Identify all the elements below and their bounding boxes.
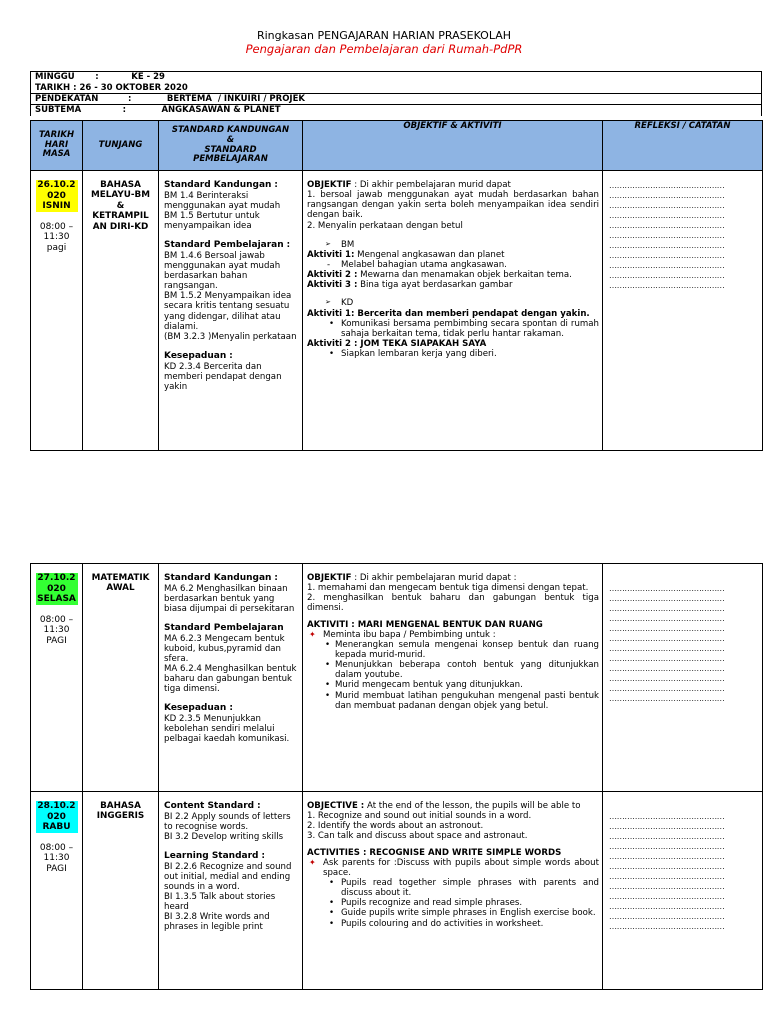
reflection-line: ……………………………………… — [609, 684, 725, 693]
reflection-cell — [603, 564, 763, 792]
reflection-line: ……………………………………… — [609, 614, 725, 623]
reflection-line: ……………………………………… — [609, 892, 725, 901]
activity-bullet: • Pupils read together simple phrases with parents and discuss about it. — [307, 878, 599, 898]
reflection-line: ……………………………………… — [609, 584, 725, 593]
reflection-line: ……………………………………… — [609, 664, 725, 673]
integration-text: KD 2.3.4 Bercerita dan memberi pendapat dengan yakin — [164, 361, 282, 392]
reflection-line: ……………………………………… — [609, 902, 725, 911]
reflection-line: ……………………………………… — [609, 211, 725, 220]
objective-cell — [303, 792, 603, 990]
reflection-line: ……………………………………… — [609, 812, 725, 821]
reflection-line: ……………………………………… — [609, 674, 725, 683]
subject-cell: BAHASA MELAYU-BM & KETRAMPIL AN DIRI-KD — [83, 171, 159, 451]
standard-cell: Standard Kandungan : MA 6.2 Menghasilkan binaan berdasarkan bentuk yang biasa dijumpai di persekitaran Standard Pembelajaran MA 6.2.3 Mengecam bentuk kuboid, kubus,pyramid dan sfera. MA 6.2.4 Menghasilkan bentuk baharu dan gabungan bentuk tiga dimensi. Kesepaduan : KD 2.3.5 Menunjukkan kebolehan sendiri melalui pelbagai kaedah komunikasi. — [159, 564, 303, 792]
approach-label: PENDEKATAN : BERTEMA / INKUIRI / PROJEK — [35, 94, 305, 104]
integration-heading: Kesepaduan — [164, 351, 227, 362]
col-header-date: TARIKH HARI MASA — [31, 121, 83, 171]
activity-subitem: • Siapkan lembaran kerja yang diberi. — [307, 349, 599, 359]
learning-standard-text: BI 2.2.6 Recognize and sound out initial, medial and ending sounds in a word. BI 1.3.5 Talk about stories heard BI 3.2.8 Write words and phrases in legible print — [164, 861, 292, 933]
date-cell — [31, 792, 83, 990]
activity-subitem: - Melabel bahagian utama angkasawan. — [307, 260, 599, 270]
reflection-line: ……………………………………… — [609, 241, 725, 250]
date-label: 27.10.2020 SELASA — [37, 573, 76, 605]
reflection-line: ……………………………………… — [609, 852, 725, 861]
time-label: 08:00 – 11:30 PAGI — [39, 842, 74, 875]
reflection-line: ……………………………………… — [609, 694, 725, 703]
col-header-tunjang: TUNJANG — [83, 121, 159, 171]
learning-standard-text: BM 1.4.6 Bersoal jawab menggunakan ayat mudah berdasarkan bahan rangsangan. BM 1.5.2 Menyampaikan idea secara kritis tentang sesuatu yang didengar, dilihat atau dialami. (BM 3.2.3 )Menyalin perkataan — [164, 250, 297, 342]
date-label: 28.10.2020 RABU — [37, 801, 76, 833]
table-row — [31, 171, 763, 451]
reflection-line: ……………………………………… — [609, 654, 725, 663]
activity-bullet: • Pupils colouring and do activities in worksheet. — [307, 919, 599, 929]
objective-item: 1. memahami dan mengecam bentuk tiga dimensi dengan tepat. — [307, 583, 589, 594]
reflection-line: ……………………………………… — [609, 201, 725, 210]
table-row — [31, 792, 763, 990]
reflection-line: ……………………………………… — [609, 922, 725, 931]
approach-row — [31, 94, 761, 105]
time-label: 08:00 – 11:30 PAGI — [39, 614, 74, 647]
reflection-line: ……………………………………… — [609, 822, 725, 831]
activity-item: Aktiviti 2 : JOM TEKA SIAPAKAH SAYA — [307, 338, 487, 349]
objective-item: 2. Menyalin perkataan dengan betul — [307, 220, 463, 231]
date-cell — [31, 171, 83, 451]
standard-cell: Content Standard : BI 2.2 Apply sounds of letters to recognise words. BI 3.2 Develop writing skills Learning Standard : BI 2.2.6 Recognize and sound out initial, medial and ending sounds in a word. BI 1.3.5 Talk about stories heard BI 3.2.8 Write words and phrases in legible print — [159, 792, 303, 990]
lesson-table-day1 — [30, 120, 763, 451]
standard-cell: Standard Kandungan : BM 1.4 Berinteraksi menggunakan ayat mudah BM 1.5 Bertutur untuk menyampaikan idea Standard Pembelajaran : BM 1.4.6 Bersoal jawab menggunakan ayat mudah berdasarkan bahan rangsangan. BM 1.5.2 Menyampaikan idea secara kritis tentang sesuatu yang didengar, dilihat atau dialami. (BM 3.2.3 )Menyalin perkataan Kesepaduan : KD 2.3.4 Bercerita dan memberi pendapat dengan yakin — [159, 171, 303, 451]
reflection-line: ……………………………………… — [609, 842, 725, 851]
time-label: 08:00 – 11:30 pagi — [39, 221, 74, 254]
objective-item: 3. Can talk and discuss about space and astronaut. — [307, 831, 528, 842]
activity-subitem: • Komunikasi bersama pembimbing secara spontan di rumah sahaja berkaitan tema, tidak perlu hantar rakaman. — [307, 319, 599, 339]
reflection-line: ……………………………………… — [609, 644, 725, 653]
reflection-line: ……………………………………… — [609, 271, 725, 280]
content-standard-heading: Standard Kandungan — [164, 573, 272, 583]
activity-item: Aktiviti 2 : Mewarna dan menamakan objek berkaitan tema. — [307, 270, 572, 281]
reflection-line: ……………………………………… — [609, 872, 725, 881]
subtopic-kd: ➢ KD — [307, 298, 599, 308]
objective-heading: OBJEKTIF — [307, 573, 352, 583]
content-standard-text: BM 1.4 Berinteraksi menggunakan ayat mudah BM 1.5 Bertutur untuk menyampaikan idea — [164, 190, 281, 232]
reflection-line: ……………………………………… — [609, 882, 725, 891]
activity-item: Aktiviti 3 : Bina tiga ayat berdasarkan gambar — [307, 280, 513, 291]
content-standard-heading: Standard Kandungan — [164, 180, 272, 190]
subtopic-bm: ➢ BM — [307, 240, 599, 250]
objective-heading: OBJECTIVE : — [307, 801, 365, 811]
reflection-line: ……………………………………… — [609, 624, 725, 633]
content-standard-text: MA 6.2 Menghasilkan binaan berdasarkan bentuk yang biasa dijumpai di persekitaran — [164, 583, 295, 614]
activity-bullet: • Pupils recognize and read simple phrases. — [307, 898, 599, 908]
activity-heading: AKTIVITI : MARI MENGENAL BENTUK DAN RUANG — [307, 619, 543, 630]
col-header-reflection: REFLEKSI / CATATAN — [603, 121, 763, 171]
reflection-line: ……………………………………… — [609, 251, 725, 260]
reflection-line: ……………………………………… — [609, 604, 725, 613]
objective-item: 1. bersoal jawab menggunakan ayat mudah berdasarkan bahan rangsangan dengan yakin serta boleh menyampaikan idea sendiri dengan baik. — [307, 190, 599, 221]
reflection-line: ……………………………………… — [609, 191, 725, 200]
objective-cell — [303, 171, 603, 451]
reflection-cell — [603, 171, 763, 451]
reflection-line: ……………………………………… — [609, 594, 725, 603]
learning-standard-heading: Learning Standard — [164, 851, 259, 862]
reflection-line: ……………………………………… — [609, 281, 725, 290]
integration-heading: Kesepaduan : — [164, 703, 233, 714]
reflection-line: ……………………………………… — [609, 261, 725, 270]
objective-intro: : Di akhir pembelajaran murid dapat : — [351, 573, 517, 583]
objective-item: 2. menghasilkan bentuk baharu dan gabungan bentuk tiga dimensi. — [307, 593, 599, 614]
date-label: 26.10.2020 ISNIN — [37, 180, 76, 212]
reflection-line: ……………………………………… — [609, 181, 725, 190]
col-header-standard: STANDARD KANDUNGAN & STANDARD PEMBELAJARAN — [159, 121, 303, 171]
week-label: MINGGU : KE - 29 — [35, 72, 165, 82]
table-row — [31, 564, 763, 792]
lesson-table-day2-3 — [30, 563, 763, 990]
reflection-line: ……………………………………… — [609, 231, 725, 240]
learning-standard-heading: Standard Pembelajaran — [164, 623, 284, 634]
activity-item: Aktiviti 1: Bercerita dan memberi pendapat dengan yakin. — [307, 308, 590, 319]
objective-intro: : Di akhir pembelajaran murid dapat — [351, 180, 511, 190]
learning-standard-text: MA 6.2.3 Mengecam bentuk kuboid, kubus,pyramid dan sfera. MA 6.2.4 Menghasilkan bentuk baharu dan gabungan bentuk tiga dimensi. — [164, 633, 297, 695]
objective-heading: OBJEKTIF — [307, 180, 352, 190]
activity-bullet: • Menunjukkan beberapa contoh bentuk yang ditunjukkan dalam youtube. — [307, 660, 599, 680]
document-subtitle: Pengajaran dan Pembelajaran dari Rumah-PdPR — [245, 42, 523, 56]
reflection-line: ……………………………………… — [609, 832, 725, 841]
document-title: Ringkasan PENGAJARAN HARIAN PRASEKOLAH — [256, 29, 512, 42]
reflection-line: ……………………………………… — [609, 912, 725, 921]
objective-intro: At the end of the lesson, the pupils will be able to — [364, 801, 581, 811]
date-range-label: TARIKH : 26 - 30 OKTOBER 2020 — [35, 82, 188, 93]
week-info-box — [30, 71, 762, 116]
date-cell — [31, 564, 83, 792]
activity-item: Aktiviti 1: Mengenal angkasawan dan planet — [307, 249, 505, 260]
subtheme-row — [31, 105, 761, 116]
activity-intro: ✦ Ask parents for :Discuss with pupils about simple words about space. — [307, 858, 599, 878]
objective-cell — [303, 564, 603, 792]
integration-text: KD 2.3.5 Menunjukkan kebolehan sendiri melalui pelbagai kaedah komunikasi. — [164, 714, 290, 745]
table-header-row — [31, 121, 763, 171]
activity-bullet: • Murid mengecam bentuk yang ditunjukkan. — [307, 680, 599, 690]
learning-standard-heading: Standard Pembelajaran — [164, 240, 284, 251]
activity-bullet: • Menerangkan semula mengenai konsep bentuk dan ruang kepada murid-murid. — [307, 640, 599, 660]
content-standard-heading: Content Standard — [164, 801, 255, 811]
reflection-line: ……………………………………… — [609, 634, 725, 643]
activity-bullet: • Guide pupils write simple phrases in English exercise book. — [307, 908, 599, 918]
subject-cell: MATEMATIK AWAL — [83, 564, 159, 792]
activity-intro: ✦ Meminta ibu bapa / Pembimbing untuk : — [307, 630, 599, 640]
subtheme-label: SUBTEMA : ANGKASAWAN & PLANET — [35, 105, 281, 115]
subject-cell: BAHASA INGGERIS — [83, 792, 159, 990]
reflection-cell — [603, 792, 763, 990]
col-header-objective: OBJEKTIF & AKTIVITI — [303, 121, 603, 171]
activity-heading: ACTIVITIES : RECOGNISE AND WRITE SIMPLE WORDS — [307, 847, 562, 858]
reflection-line: ……………………………………… — [609, 221, 725, 230]
objective-item: 1. Recognize and sound out initial sounds in a word. — [307, 811, 532, 822]
activity-bullet: • Murid membuat latihan pengukuhan mengenal pasti bentuk dan membuat padanan dengan objek yang betul. — [307, 691, 599, 711]
reflection-line: ……………………………………… — [609, 862, 725, 871]
content-standard-text: BI 2.2 Apply sounds of letters to recognise words. BI 3.2 Develop writing skills — [164, 811, 291, 842]
objective-item: 2. Identify the words about an astronout. — [307, 821, 484, 832]
